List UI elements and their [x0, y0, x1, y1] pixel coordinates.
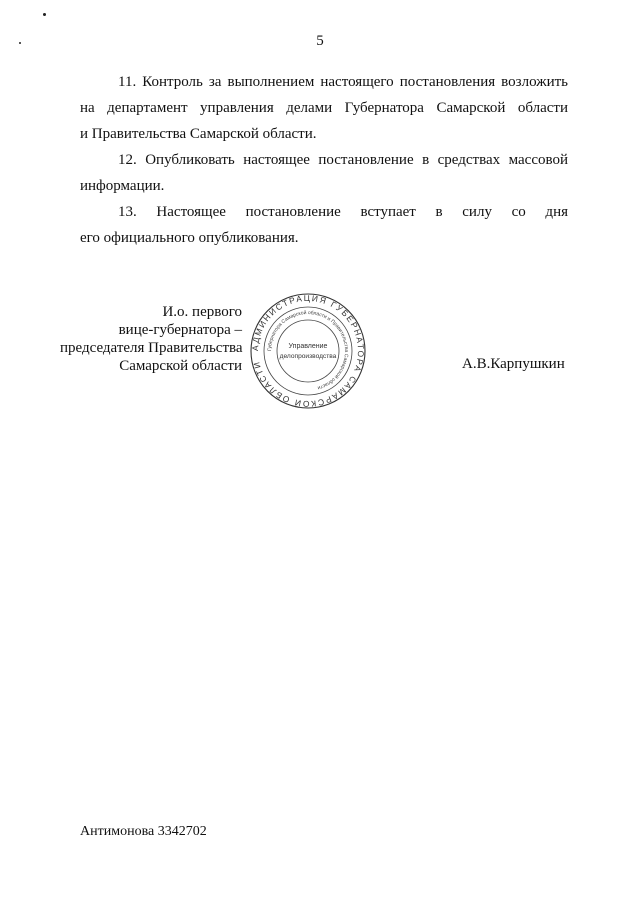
- paragraph-line: и Правительства Самарской области.: [80, 126, 317, 142]
- paragraph-12: [80, 147, 568, 199]
- stamp-center-line: делопроизводства: [279, 353, 337, 360]
- signer-title-line: Самарской области: [119, 358, 242, 374]
- signer-name: А.В.Карпушкин: [462, 356, 565, 372]
- page-number: 5: [316, 33, 324, 49]
- paragraph-line: информации.: [80, 178, 165, 194]
- scan-speck: [43, 13, 46, 16]
- paragraph-11: [80, 69, 568, 147]
- paragraph-line: 13. Настоящее постановление вступает в силу со дня: [118, 204, 568, 220]
- stamp-outer-text: АДМИНИСТРАЦИЯ ГУБЕРНАТОРА САМАРСКОЙ ОБЛАСТИ: [249, 292, 367, 410]
- paragraph-line: его официального опубликования.: [80, 230, 299, 246]
- official-stamp: [249, 292, 367, 410]
- paragraph-line: 12. Опубликовать настоящее постановление в средствах массовой: [118, 152, 568, 168]
- stamp-center-line: Управление: [288, 343, 328, 350]
- paragraph-13: [80, 199, 568, 251]
- paragraph-line: 11. Контроль за выполнением настоящего постановления возложить: [118, 74, 568, 90]
- stamp-inner-text: Губернатора Самарской области и Правительства Самарской области: [266, 309, 350, 391]
- signer-title: [60, 303, 242, 375]
- paragraph-line: на департамент управления делами Губернатора Самарской области: [80, 100, 568, 116]
- signer-title-line: вице-губернатора –: [118, 322, 242, 338]
- executor-note: Антимонова 3342702: [80, 824, 207, 839]
- signer-title-line: И.о. первого: [162, 304, 242, 320]
- signer-title-line: председателя Правительства: [60, 340, 243, 356]
